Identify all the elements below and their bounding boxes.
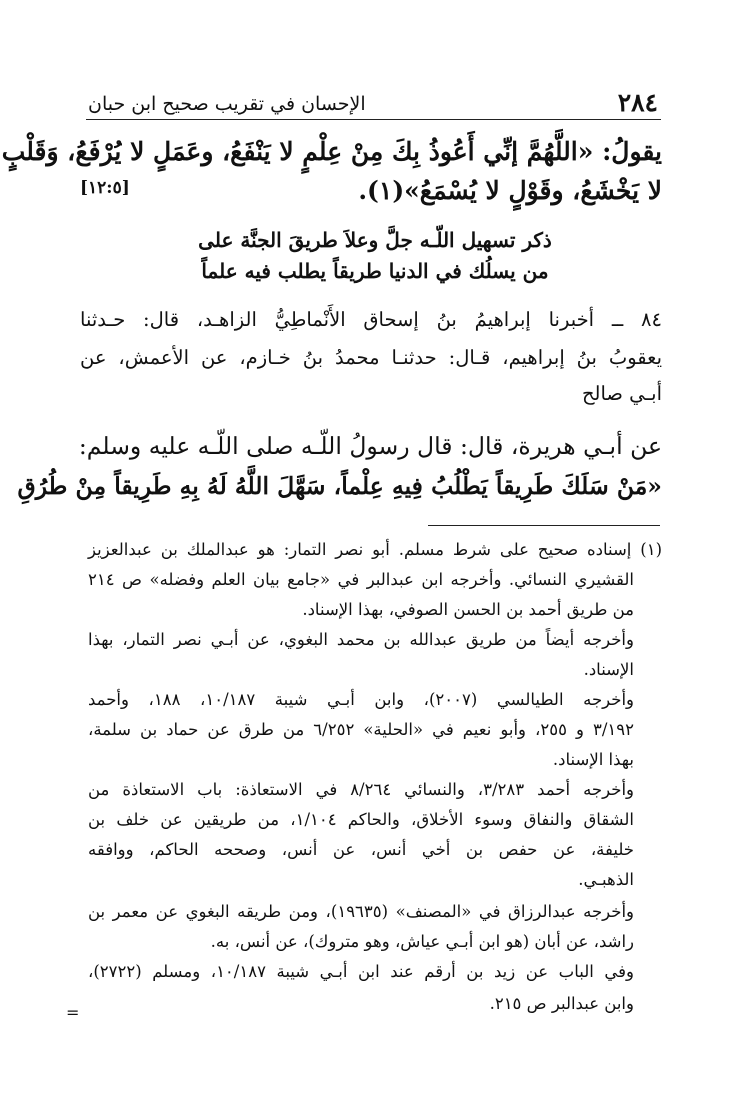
page-number: ٢٨٤	[617, 88, 658, 117]
running-title: الإحسان في تقريب صحيح ابن حبان	[88, 93, 366, 115]
matn-line: «مَنْ سَلَكَ طَرِيقاً يَطْلُبُ فِيهِ عِلْماً، سَهَّلَ اللَّهُ لَهُ بِهِ طَرِيقاً مِنْ طُرُقِ	[17, 472, 662, 500]
footnote-line: الإسناد.	[583, 660, 634, 679]
footnote-line: من طريق أحمد بن الحسن الصوفي، بهذا الإسناد.	[302, 600, 634, 619]
footnote-line: وابن عبدالبر ص ٢١٥.	[489, 994, 634, 1013]
margin-mark: =	[66, 1003, 80, 1022]
footnote-line: وفي الباب عن زيد بن أرقم عند ابن أبـي شيبة ١٠/١٨٧، ومسلم (٢٧٢٢)،	[88, 962, 634, 981]
footnote-divider	[428, 525, 660, 526]
footnote-line: الذهبـي.	[578, 870, 634, 889]
isnad-line: يعقوبُ بنُ إبراهيم، قـال: حدثنـا محمدُ بنُ خـازم، عن الأعمش، عن	[80, 346, 662, 369]
footnote-line: (١) إسناده صحيح على شرط مسلم. أبو نصر التمار: هو عبدالملك بن عبدالعزيز	[88, 540, 662, 559]
footnote-line: راشد، عن أبان (هو ابن أبـي عياش، وهو متروك)، عن أنس، به.	[210, 932, 634, 951]
hadith-continuation-line: لا يَخْشَعُ، وقَوْلٍ لا يُسْمَعُ»(١).	[358, 176, 662, 205]
footnote-line: وأخرجه أحمد ٣/٢٨٣، والنسائي ٨/٢٦٤ في الاستعاذة: باب الاستعاذة من	[88, 780, 634, 799]
footnote-line: الشقاق والنفاق وسوء الأخلاق، والحاكم ١/١٠٤، من طريقين عن خلف بن	[88, 810, 634, 829]
isnad-line: أبـي صالح	[581, 382, 662, 405]
section-heading-line: ذكر تسهيل اللّـه جلَّ وعلاَ طريقَ الجنَّة على	[198, 228, 552, 252]
footnote-line: وأخرجه الطيالسي (٢٠٠٧)، وابن أبـي شيبة ١٠/١٨٧، ١٨٨، وأحمد	[88, 690, 635, 709]
reference-mark: [١٢:٥]	[80, 178, 130, 198]
footnote-line: ٣/١٩٢ و ٢٥٥، وأبو نعيم في «الحلية» ٦/٢٥٢ من طرق عن حماد بن سلمة،	[88, 720, 634, 739]
matn-line: عن أبـي هريرة، قال: قال رسولُ اللّـه صلى اللّـه عليه وسلم:	[78, 432, 662, 460]
footnote-line: بهذا الإسناد.	[552, 750, 634, 769]
footnote-line: خليفة، عن حفص بن أخي أنس، عن أنس، وصححه الحاكم، ووافقه	[88, 840, 634, 859]
hadith-continuation-line: يقولُ: «اللَّهُمَّ إنِّي أَعُوذُ بِكَ مِنْ عِلْمٍ لا يَنْفَعُ، وعَمَلٍ لا يُرْفَعُ، وَقَلْبٍ	[1, 137, 662, 166]
isnad-line: ٨٤ ــ أخبرنا إبراهيمُ بنُ إسحاق الأَنْماطِيُّ الزاهـد، قال: حـدثنا	[80, 308, 662, 331]
footnote-line: القشيري النسائي. وأخرجه ابن عبدالبر في «جامع بيان العلم وفضله» ص ٢١٤	[88, 570, 634, 589]
footnote-line: وأخرجه أيضاً من طريق عبدالله بن محمد البغوي، عن أبـي نصر التمار، بهذا	[88, 630, 634, 649]
section-heading-line: من يسلُك في الدنيا طريقاً يطلب فيه علماً	[201, 259, 549, 283]
header-divider	[86, 119, 661, 120]
footnote-line: وأخرجه عبدالرزاق في «المصنف» (١٩٦٣٥)، ومن طريقه البغوي عن معمر بن	[88, 902, 634, 921]
page-header	[88, 84, 658, 118]
